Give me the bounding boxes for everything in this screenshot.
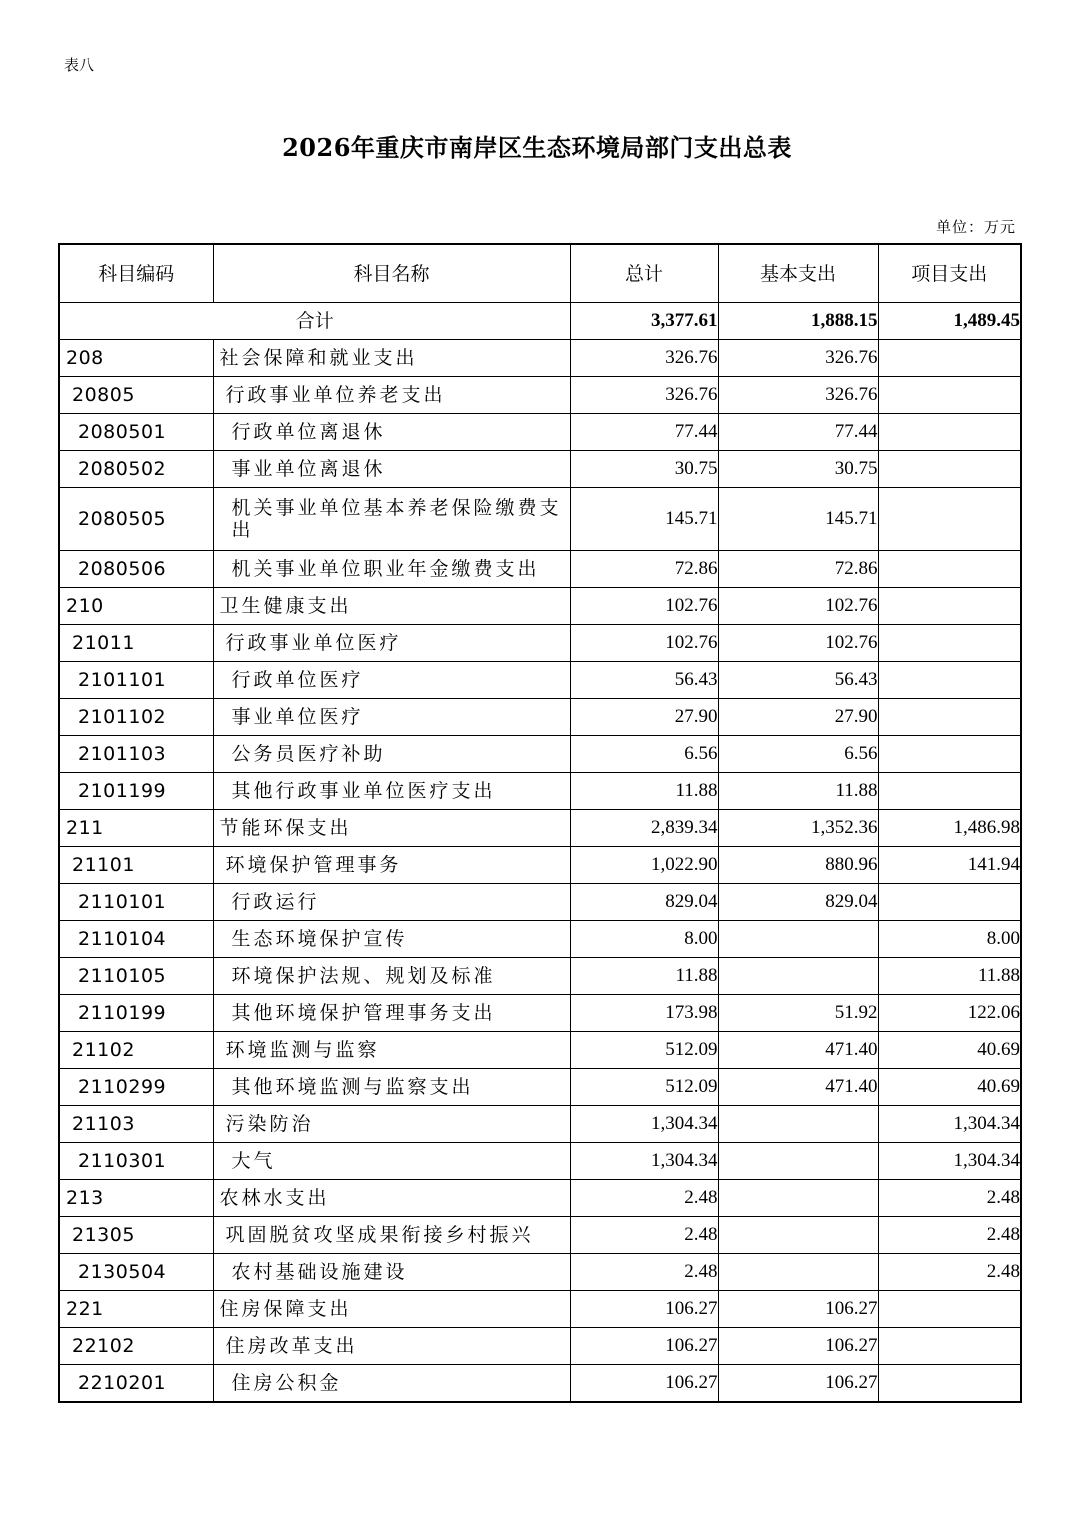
row-basic: 106.27 <box>718 1291 878 1328</box>
summary-basic: 1,888.15 <box>718 303 878 340</box>
row-total: 6.56 <box>570 736 718 773</box>
row-project <box>878 451 1021 488</box>
row-basic: 102.76 <box>718 588 878 625</box>
table-row <box>59 773 1021 810</box>
row-name: 环境保护管理事务 <box>213 847 570 884</box>
row-project <box>878 488 1021 551</box>
row-total: 173.98 <box>570 995 718 1032</box>
row-total: 2,839.34 <box>570 810 718 847</box>
table-row <box>59 1365 1021 1403</box>
row-name: 住房保障支出 <box>213 1291 570 1328</box>
row-code: 208 <box>59 340 213 377</box>
row-code: 21103 <box>59 1106 213 1143</box>
row-name: 农村基础设施建设 <box>213 1254 570 1291</box>
row-basic: 880.96 <box>718 847 878 884</box>
row-project: 2.48 <box>878 1254 1021 1291</box>
row-name: 住房公积金 <box>213 1365 570 1403</box>
expenditure-table <box>58 243 1022 1403</box>
row-basic <box>718 1143 878 1180</box>
row-code: 21102 <box>59 1032 213 1069</box>
row-project: 40.69 <box>878 1069 1021 1106</box>
column-header-basic: 基本支出 <box>718 244 878 303</box>
row-name: 大气 <box>213 1143 570 1180</box>
summary-project: 1,489.45 <box>878 303 1021 340</box>
row-name: 巩固脱贫攻坚成果衔接乡村振兴 <box>213 1217 570 1254</box>
row-code: 2210201 <box>59 1365 213 1403</box>
row-code: 2110301 <box>59 1143 213 1180</box>
row-project <box>878 884 1021 921</box>
row-project <box>878 625 1021 662</box>
row-total: 1,022.90 <box>570 847 718 884</box>
row-project: 141.94 <box>878 847 1021 884</box>
row-project <box>878 736 1021 773</box>
row-basic: 51.92 <box>718 995 878 1032</box>
row-basic: 72.86 <box>718 551 878 588</box>
column-header-project: 项目支出 <box>878 244 1021 303</box>
row-project: 1,486.98 <box>878 810 1021 847</box>
row-project: 40.69 <box>878 1032 1021 1069</box>
row-basic <box>718 1254 878 1291</box>
table-row <box>59 340 1021 377</box>
table-row <box>59 451 1021 488</box>
row-basic <box>718 1106 878 1143</box>
row-basic: 56.43 <box>718 662 878 699</box>
column-header-code: 科目编码 <box>59 244 213 303</box>
row-code: 213 <box>59 1180 213 1217</box>
table-row <box>59 884 1021 921</box>
row-total: 8.00 <box>570 921 718 958</box>
row-project <box>878 1365 1021 1403</box>
summary-row <box>59 303 1021 340</box>
row-total: 102.76 <box>570 588 718 625</box>
row-basic <box>718 921 878 958</box>
row-name: 事业单位离退休 <box>213 451 570 488</box>
row-basic: 6.56 <box>718 736 878 773</box>
row-code: 2080505 <box>59 488 213 551</box>
row-basic: 30.75 <box>718 451 878 488</box>
row-code: 210 <box>59 588 213 625</box>
row-total: 2.48 <box>570 1180 718 1217</box>
table-row <box>59 588 1021 625</box>
row-project <box>878 1328 1021 1365</box>
row-project: 1,304.34 <box>878 1106 1021 1143</box>
table-row <box>59 958 1021 995</box>
row-project <box>878 414 1021 451</box>
row-name: 住房改革支出 <box>213 1328 570 1365</box>
row-basic: 1,352.36 <box>718 810 878 847</box>
row-name: 行政单位离退休 <box>213 414 570 451</box>
row-code: 2101199 <box>59 773 213 810</box>
row-code: 2101101 <box>59 662 213 699</box>
unit-label: 单位：万元 <box>935 218 1016 236</box>
row-basic: 326.76 <box>718 377 878 414</box>
row-basic <box>718 1217 878 1254</box>
row-name: 机关事业单位职业年金缴费支出 <box>213 551 570 588</box>
table-row <box>59 847 1021 884</box>
row-code: 21011 <box>59 625 213 662</box>
row-basic: 11.88 <box>718 773 878 810</box>
row-total: 326.76 <box>570 377 718 414</box>
table-row <box>59 921 1021 958</box>
column-header-name: 科目名称 <box>213 244 570 303</box>
row-name: 生态环境保护宣传 <box>213 921 570 958</box>
row-project <box>878 551 1021 588</box>
row-total: 27.90 <box>570 699 718 736</box>
row-code: 2110299 <box>59 1069 213 1106</box>
row-basic: 145.71 <box>718 488 878 551</box>
row-basic: 471.40 <box>718 1069 878 1106</box>
table-row <box>59 995 1021 1032</box>
row-name: 节能环保支出 <box>213 810 570 847</box>
row-project <box>878 699 1021 736</box>
row-code: 2080506 <box>59 551 213 588</box>
row-project <box>878 588 1021 625</box>
row-total: 1,304.34 <box>570 1143 718 1180</box>
table-number: 表八 <box>64 56 95 74</box>
row-name: 环境监测与监察 <box>213 1032 570 1069</box>
row-basic: 77.44 <box>718 414 878 451</box>
row-total: 106.27 <box>570 1328 718 1365</box>
row-code: 2080501 <box>59 414 213 451</box>
table-row <box>59 1291 1021 1328</box>
row-code: 2101102 <box>59 699 213 736</box>
table-row <box>59 1180 1021 1217</box>
row-project <box>878 377 1021 414</box>
row-basic <box>718 958 878 995</box>
row-project <box>878 662 1021 699</box>
row-total: 512.09 <box>570 1069 718 1106</box>
row-name: 其他环境监测与监察支出 <box>213 1069 570 1106</box>
row-name: 环境保护法规、规划及标准 <box>213 958 570 995</box>
row-name: 公务员医疗补助 <box>213 736 570 773</box>
row-code: 2101103 <box>59 736 213 773</box>
row-project: 2.48 <box>878 1217 1021 1254</box>
row-code: 2110104 <box>59 921 213 958</box>
table-row <box>59 810 1021 847</box>
row-project <box>878 773 1021 810</box>
row-total: 102.76 <box>570 625 718 662</box>
row-name: 社会保障和就业支出 <box>213 340 570 377</box>
row-name: 机关事业单位基本养老保险缴费支出 <box>213 488 570 551</box>
row-name: 卫生健康支出 <box>213 588 570 625</box>
row-name: 行政事业单位养老支出 <box>213 377 570 414</box>
row-project: 8.00 <box>878 921 1021 958</box>
row-basic: 471.40 <box>718 1032 878 1069</box>
row-total: 512.09 <box>570 1032 718 1069</box>
page-title: 2026年重庆市南岸区生态环境局部门支出总表 <box>282 133 792 162</box>
row-total: 106.27 <box>570 1365 718 1403</box>
row-name: 事业单位医疗 <box>213 699 570 736</box>
table-row <box>59 377 1021 414</box>
row-total: 1,304.34 <box>570 1106 718 1143</box>
row-code: 211 <box>59 810 213 847</box>
table-row <box>59 736 1021 773</box>
column-header-total: 总计 <box>570 244 718 303</box>
row-total: 145.71 <box>570 488 718 551</box>
table-row <box>59 1143 1021 1180</box>
table-row <box>59 662 1021 699</box>
table-row <box>59 414 1021 451</box>
table-row <box>59 1328 1021 1365</box>
row-total: 11.88 <box>570 958 718 995</box>
row-total: 56.43 <box>570 662 718 699</box>
row-project: 11.88 <box>878 958 1021 995</box>
row-name: 农林水支出 <box>213 1180 570 1217</box>
row-project: 122.06 <box>878 995 1021 1032</box>
row-name: 行政事业单位医疗 <box>213 625 570 662</box>
row-code: 2110105 <box>59 958 213 995</box>
row-total: 72.86 <box>570 551 718 588</box>
row-code: 2110199 <box>59 995 213 1032</box>
table-row <box>59 488 1021 551</box>
summary-total: 3,377.61 <box>570 303 718 340</box>
row-code: 20805 <box>59 377 213 414</box>
row-project <box>878 1291 1021 1328</box>
table-row <box>59 1254 1021 1291</box>
header-row <box>59 244 1021 303</box>
row-code: 2080502 <box>59 451 213 488</box>
table-row <box>59 1217 1021 1254</box>
row-project <box>878 340 1021 377</box>
row-code: 21101 <box>59 847 213 884</box>
row-project: 2.48 <box>878 1180 1021 1217</box>
row-code: 2110101 <box>59 884 213 921</box>
table-row <box>59 1032 1021 1069</box>
table-row <box>59 1106 1021 1143</box>
row-total: 2.48 <box>570 1254 718 1291</box>
table-row <box>59 1069 1021 1106</box>
table-row <box>59 625 1021 662</box>
row-total: 11.88 <box>570 773 718 810</box>
row-total: 106.27 <box>570 1291 718 1328</box>
row-code: 221 <box>59 1291 213 1328</box>
row-code: 21305 <box>59 1217 213 1254</box>
row-name: 污染防治 <box>213 1106 570 1143</box>
row-name: 其他环境保护管理事务支出 <box>213 995 570 1032</box>
table-row <box>59 699 1021 736</box>
row-project: 1,304.34 <box>878 1143 1021 1180</box>
row-basic: 106.27 <box>718 1328 878 1365</box>
row-basic: 326.76 <box>718 340 878 377</box>
row-name: 其他行政事业单位医疗支出 <box>213 773 570 810</box>
row-basic: 829.04 <box>718 884 878 921</box>
row-basic <box>718 1180 878 1217</box>
table-row <box>59 551 1021 588</box>
row-total: 77.44 <box>570 414 718 451</box>
summary-label: 合计 <box>59 303 570 340</box>
row-basic: 27.90 <box>718 699 878 736</box>
row-total: 30.75 <box>570 451 718 488</box>
row-total: 326.76 <box>570 340 718 377</box>
row-total: 829.04 <box>570 884 718 921</box>
row-name: 行政单位医疗 <box>213 662 570 699</box>
row-code: 2130504 <box>59 1254 213 1291</box>
row-total: 2.48 <box>570 1217 718 1254</box>
row-code: 22102 <box>59 1328 213 1365</box>
row-basic: 102.76 <box>718 625 878 662</box>
row-name: 行政运行 <box>213 884 570 921</box>
row-basic: 106.27 <box>718 1365 878 1403</box>
